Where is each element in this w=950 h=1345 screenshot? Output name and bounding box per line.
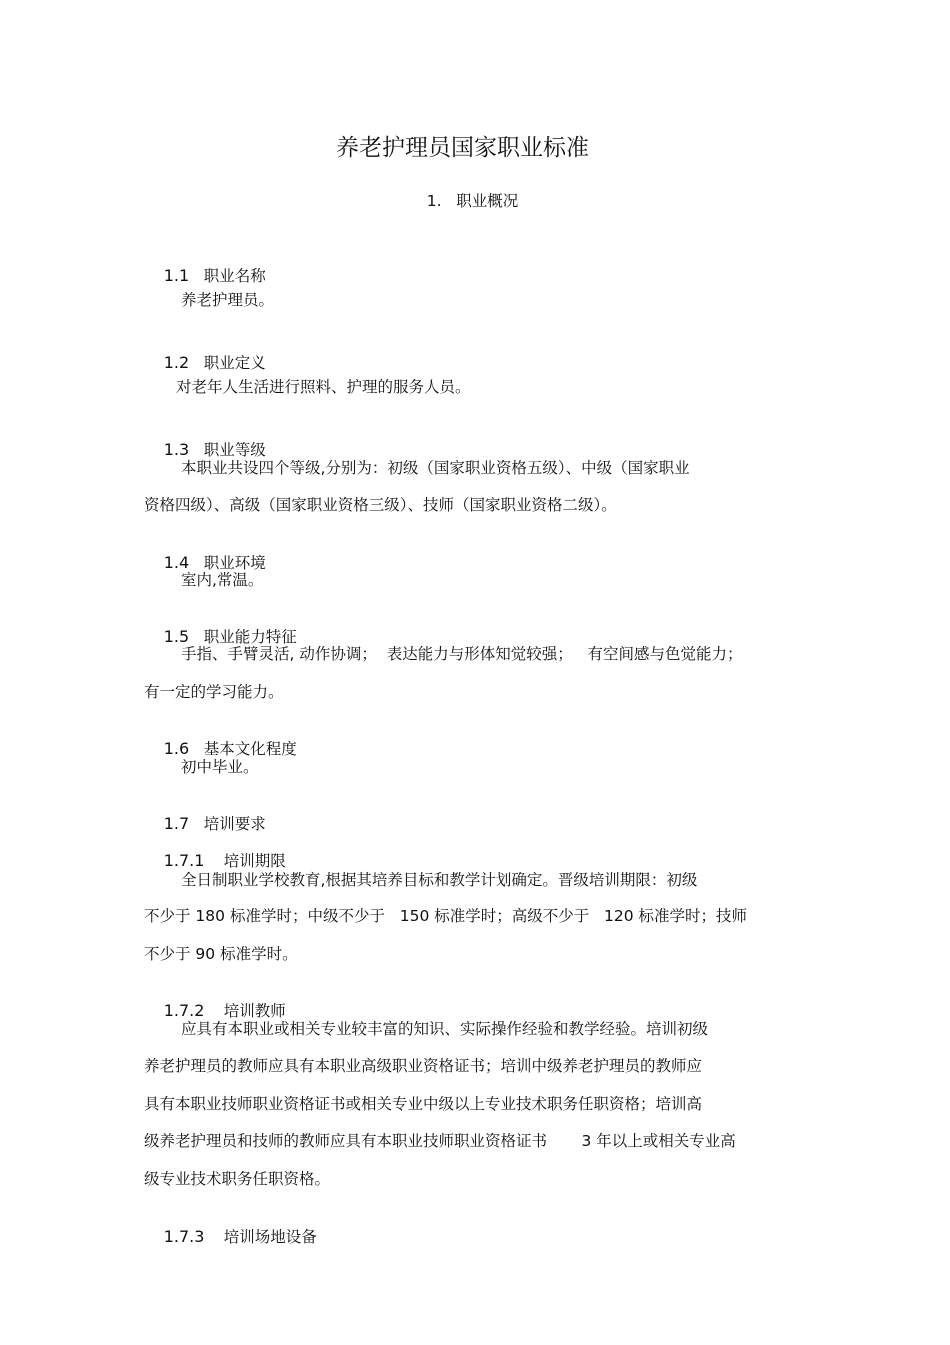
paragraph-line: 资格四级）、高级（国家职业资格三级）、技师（国家职业资格二级）。	[144, 496, 617, 514]
section-title: 职业定义	[203, 354, 266, 372]
paragraph-line: 养老护理员的教师应具有本职业高级职业资格证书；培训中级养老护理员的教师应	[144, 1057, 703, 1075]
section-number: 1.7.3	[163, 1227, 205, 1246]
paragraph-line: 室内,常温。	[181, 571, 264, 589]
section-number: 1.7.2	[163, 1001, 205, 1020]
section-number: 1.3	[163, 440, 190, 459]
paragraph-line: 不少于 180 标准学时；中级不少于 150 标准学时；高级不少于 120 标准学时；技师	[144, 907, 748, 925]
section-number: 1.7.1	[163, 851, 205, 870]
paragraph-line: 初中毕业。	[181, 758, 259, 776]
document-title: 养老护理员国家职业标准	[336, 135, 589, 161]
section-title: 职业环境	[203, 554, 266, 572]
paragraph-line: 不少于 90 标准学时。	[144, 945, 298, 963]
section-title: 职业能力特征	[203, 628, 297, 646]
section-number: 1.5	[163, 627, 190, 646]
section-title: 职业名称	[203, 267, 266, 285]
chapter-heading: 1. 职业概况	[426, 192, 519, 210]
section-title: 培训期限	[223, 852, 286, 870]
paragraph-line: 手指、手臂灵活, 动作协调； 表达能力与形体知觉较强； 有空间感与色觉能力；	[181, 645, 743, 663]
paragraph-line: 本职业共设四个等级,分别为：初级（国家职业资格五级）、中级（国家职业	[181, 459, 690, 477]
section-number: 1.1	[163, 266, 190, 285]
section-number: 1.6	[163, 739, 190, 758]
section-number: 1.4	[163, 553, 190, 572]
paragraph-line: 应具有本职业或相关专业较丰富的知识、实际操作经验和教学经验。培训初级	[181, 1020, 709, 1038]
paragraph-line: 全日制职业学校教育,根据其培养目标和教学计划确定。晋级培训期限：初级	[181, 871, 698, 889]
section-title: 培训教师	[223, 1002, 286, 1020]
paragraph-line: 有一定的学习能力。	[144, 683, 284, 701]
paragraph-line: 级养老护理员和技师的教师应具有本职业技师职业资格证书 3 年以上或相关专业高	[144, 1132, 736, 1150]
paragraph-line: 具有本职业技师职业资格证书或相关专业中级以上专业技术职务任职资格；培训高	[144, 1095, 703, 1113]
section-title: 基本文化程度	[203, 740, 297, 758]
section-number: 1.7	[163, 814, 190, 833]
subsection-heading	[144, 1207, 317, 1267]
paragraph-line: 养老护理员。	[181, 291, 275, 309]
section-number: 1.2	[163, 353, 190, 372]
paragraph-line: 级专业技术职务任职资格。	[144, 1170, 331, 1188]
section-title: 职业等级	[203, 441, 266, 459]
paragraph-line: 对老年人生活进行照料、护理的服务人员。	[176, 378, 471, 396]
section-title: 培训要求	[203, 815, 266, 833]
section-title: 培训场地设备	[223, 1228, 317, 1246]
